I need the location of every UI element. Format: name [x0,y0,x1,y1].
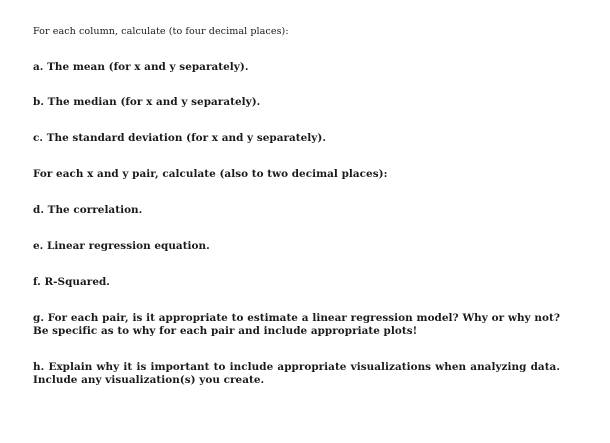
question-f-text: R-Squared. [44,276,110,288]
question-h [33,361,560,387]
question-d-label: d. [33,204,44,216]
question-g [33,312,560,338]
question-e [33,240,563,253]
question-d-text: The correlation. [47,204,143,216]
question-a-label: a. [33,61,44,73]
question-f [33,276,563,289]
question-b-label: b. [33,96,44,108]
question-c [33,132,563,145]
question-h-label: h. [33,361,45,373]
question-e-text: Linear regression equation. [47,240,210,252]
question-a-text: The mean (for x and y separately). [47,61,249,73]
question-g-label: g. [33,312,44,324]
question-f-label: f. [33,276,41,288]
question-a [33,61,563,74]
question-b [33,96,563,109]
question-c-label: c. [33,132,44,144]
pair-intro-text: For each x and y pair, calculate (also to two decimal places): [33,168,388,180]
question-c-text: The standard deviation (for x and y separately). [46,132,327,144]
intro-text: For each column, calculate (to four decimal places): [33,26,289,37]
question-e-label: e. [33,240,44,252]
question-d [33,204,563,217]
question-g-text: For each pair, is it appropriate to estimate a linear regression model? Why or why not? Be specific as to why for each pair and include appropriate plots! [33,312,560,337]
question-b-text: The median (for x and y separately). [47,96,261,108]
question-h-text: Explain why it is important to include appropriate visualizations when analyzing data. Include any visualization(s) you create. [33,361,560,386]
